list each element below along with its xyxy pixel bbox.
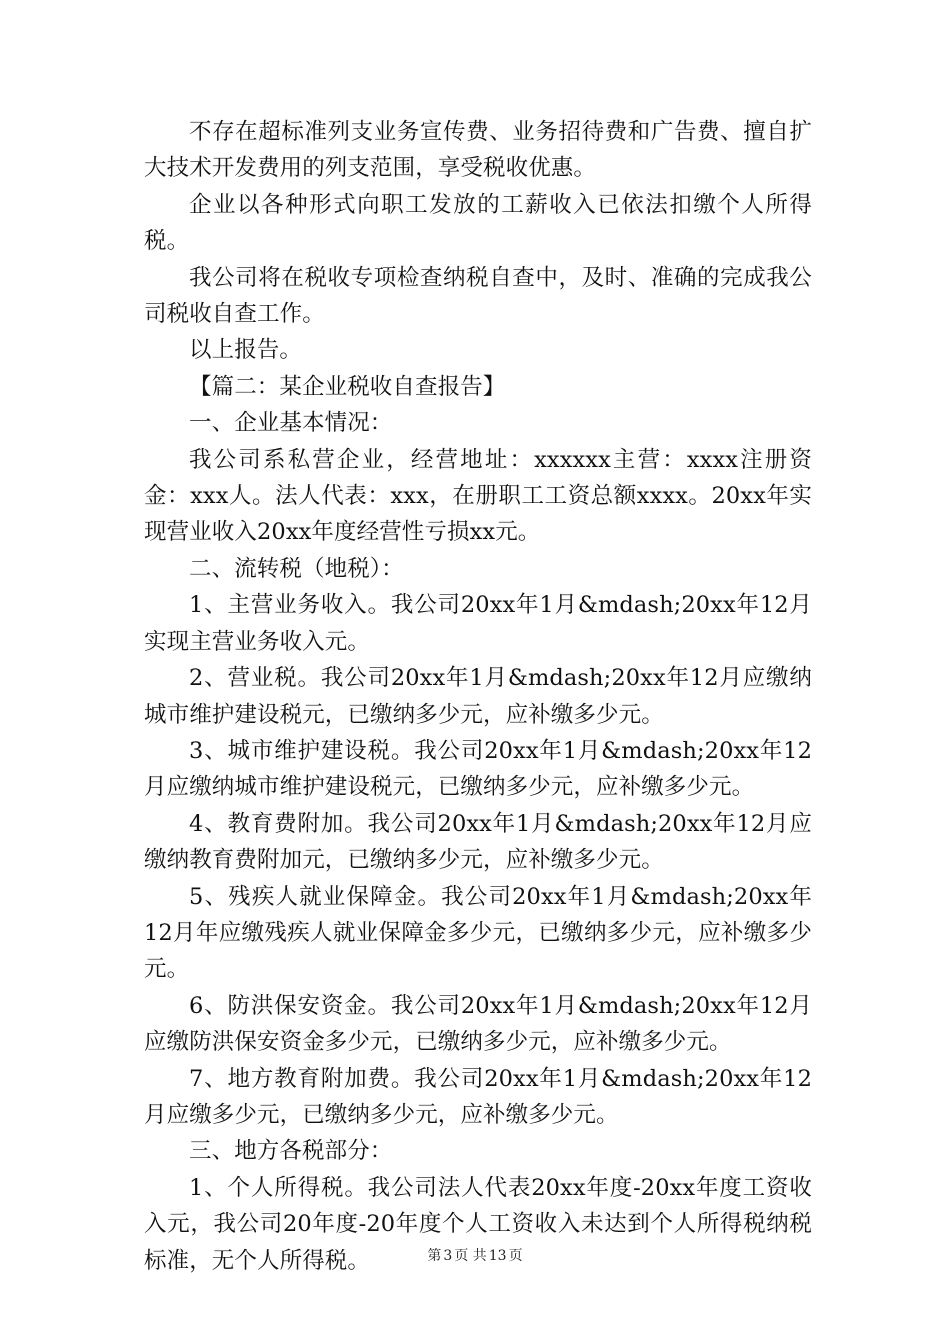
paragraph: 以上报告。 [189,337,303,364]
section-heading: 三、地方各税部分： [189,1138,393,1165]
section-title: 【篇二：某企业税收自查报告】 [189,373,506,400]
list-item: 7、地方教育附加费。我公司20xx年1月&mdash;20xx年12月应缴多少元，已缴纳多少元，应补缴多少元。 [144,1065,812,1128]
footer-total-pages: 13 [488,1248,507,1264]
list-item: 6、防洪保安资金。我公司20xx年1月&mdash;20xx年12月应缴防洪保安资金多少元，已缴纳多少元，应补缴多少元。 [144,992,812,1056]
list-item: 5、残疾人就业保障金。我公司20xx年1月&mdash;20xx年12月年应缴残疾人就业保障金多少元，已缴纳多少元，应补缴多少元。 [144,883,812,983]
footer-page-number: 3 [443,1248,453,1264]
list-item: 3、城市维护建设税。我公司20xx年1月&mdash;20xx年12月应缴纳城市维护建设税元，已缴纳多少元，应补缴多少元。 [144,737,812,801]
page-footer [0,1245,950,1265]
footer-middle: 页 共 [454,1248,487,1264]
paragraph: 不存在超标准列支业务宣传费、业务招待费和广告费、擅自扩大技术开发费用的列支范围，享受税收优惠。 [144,119,812,182]
paragraph: 企业以各种形式向职工发放的工薪收入已依法扣缴个人所得税。 [144,191,812,255]
list-item: 4、教育费附加。我公司20xx年1月&mdash;20xx年12月应缴纳教育费附加元，已缴纳多少元，应补缴多少元。 [144,810,812,874]
list-item: 2、营业税。我公司20xx年1月&mdash;20xx年12月应缴纳城市维护建设税元，已缴纳多少元，应补缴多少元。 [144,665,812,728]
document-body [144,114,812,1279]
paragraph: 我公司将在税收专项检查纳税自查中，及时、准确的完成我公司税收自查工作。 [144,264,812,328]
paragraph: 我公司系私营企业，经营地址：xxxxxx主营：xxxx注册资金：xxx人。法人代表：xxx，在册职工工资总额xxxx。20xx年实现营业收入20xx年度经营性亏损xx元。 [144,446,812,546]
footer-prefix: 第 [427,1248,442,1264]
section-heading: 一、企业基本情况： [189,410,393,437]
list-item: 1、个人所得税。我公司法人代表20xx年度-20xx年度工资收入元，我公司20年度-20年度个人工资收入未达到个人所得税纳税标准，无个人所得税。 [144,1174,812,1274]
footer-suffix: 页 [508,1248,523,1264]
list-item: 1、主营业务收入。我公司20xx年1月&mdash;20xx年12月实现主营业务收入元。 [144,592,812,655]
section-heading: 二、流转税（地税）： [189,555,404,582]
